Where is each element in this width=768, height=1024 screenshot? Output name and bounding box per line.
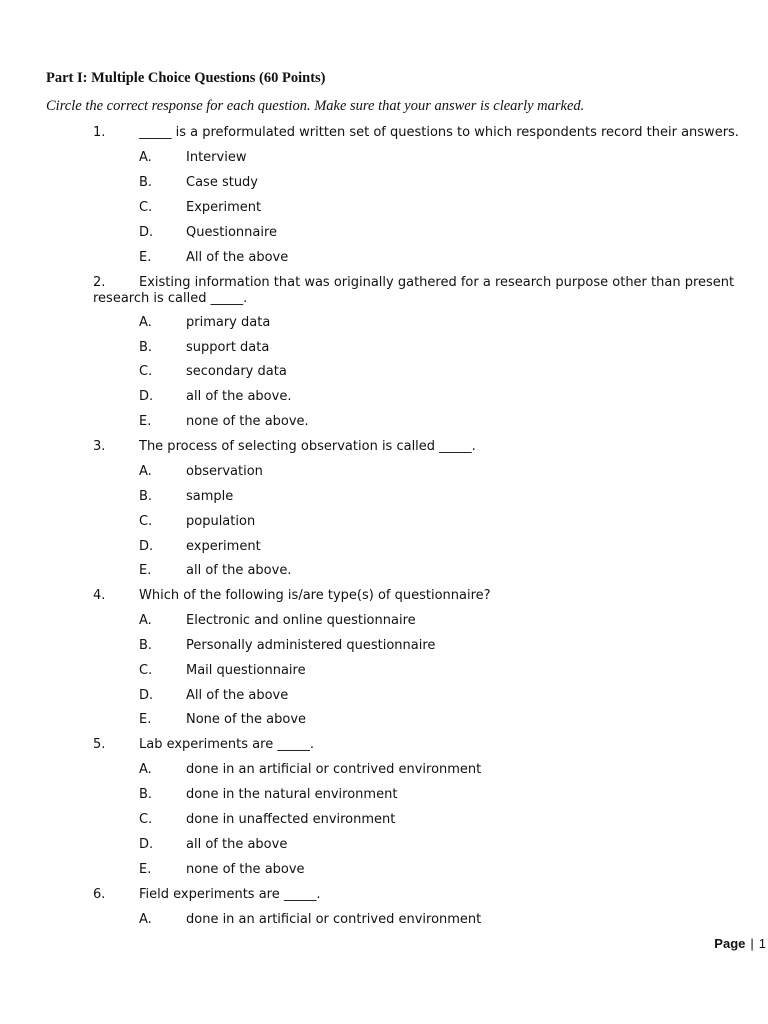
option-3a [139,464,263,480]
option-letter: E. [139,414,152,429]
option-letter: A. [139,315,152,330]
option-5c [139,812,395,828]
option-letter: C. [139,364,153,379]
option-text: Personally administered questionnaire [186,638,436,653]
option-1a [139,150,246,166]
option-6a [139,912,481,928]
option-text: none of the above. [186,414,309,429]
option-text: none of the above [186,862,305,877]
option-letter: D. [139,225,154,240]
question-5 [93,737,743,753]
option-letter: A. [139,464,152,479]
instructions-text: Circle the correct response for each question. Make sure that your answer is clearly marked. [46,98,585,114]
option-letter: B. [139,489,153,504]
option-letter: D. [139,688,154,703]
section-heading: Part I: Multiple Choice Questions (60 Points) [46,70,326,86]
option-letter: D. [139,389,154,404]
option-letter: B. [139,340,153,355]
page-label: Page [714,936,746,951]
option-4a [139,613,416,629]
option-text: All of the above [186,250,289,265]
option-letter: E. [139,250,152,265]
option-1c [139,200,261,216]
option-text: observation [186,464,263,479]
option-3c [139,514,255,530]
option-text: all of the above. [186,563,292,578]
option-text: Experiment [186,200,262,215]
option-5e [139,862,305,878]
option-text: Interview [186,150,247,165]
question-1 [93,125,743,141]
option-text: Mail questionnaire [186,663,306,678]
page-separator: | [750,936,754,951]
question-3 [93,439,743,455]
option-2d [139,389,291,405]
option-1d [139,225,277,241]
option-text: None of the above [186,712,307,727]
option-text: done in the natural environment [186,787,398,802]
question-text: The process of selecting observation is called _____. [139,439,476,454]
option-letter: D. [139,539,154,554]
question-text: Which of the following is/are type(s) of questionnaire? [139,588,491,603]
option-letter: E. [139,563,152,578]
option-text: population [186,514,256,529]
option-text: experiment [186,539,261,554]
option-2c [139,364,287,380]
option-text: primary data [186,315,271,330]
question-6 [93,887,743,903]
question-number: 3. [93,439,106,454]
option-5b [139,787,397,803]
option-3d [139,539,261,555]
option-letter: A. [139,762,152,777]
option-letter: B. [139,787,153,802]
question-number: 1. [93,125,106,140]
option-letter: E. [139,712,152,727]
option-text: Case study [186,175,259,190]
option-4c [139,663,306,679]
option-5d [139,837,287,853]
option-5a [139,762,481,778]
option-3e [139,563,291,579]
question-text: Lab experiments are _____. [139,737,314,752]
option-3b [139,489,233,505]
option-1b [139,175,258,191]
option-2b [139,340,269,356]
question-number: 5. [93,737,106,752]
page-footer [714,936,766,951]
option-letter: C. [139,514,153,529]
option-letter: A. [139,613,152,628]
question-text: _____ is a preformulated written set of questions to which respondents record their answers. [139,125,739,140]
question-number: 4. [93,588,106,603]
question-text: Existing information that was originally gathered for a research purpose other than present research is called _____. [93,275,735,306]
option-letter: B. [139,175,153,190]
option-text: sample [186,489,234,504]
option-text: done in unaffected environment [186,812,396,827]
option-letter: E. [139,862,152,877]
question-2 [93,275,743,307]
question-4 [93,588,743,604]
question-text: Field experiments are _____. [139,887,321,902]
option-text: Electronic and online questionnaire [186,613,416,628]
option-2e [139,414,309,430]
option-letter: A. [139,912,152,927]
option-4e [139,712,306,728]
option-text: done in an artificial or contrived environment [186,762,482,777]
option-letter: C. [139,200,153,215]
option-4d [139,688,288,704]
option-text: all of the above [186,837,288,852]
option-letter: B. [139,638,153,653]
option-letter: D. [139,837,154,852]
option-text: done in an artificial or contrived environment [186,912,482,927]
option-text: support data [186,340,270,355]
option-text: all of the above. [186,389,292,404]
option-text: Questionnaire [186,225,278,240]
option-text: All of the above [186,688,289,703]
option-2a [139,315,270,331]
option-text: secondary data [186,364,287,379]
page-number: 1 [758,936,766,951]
option-letter: C. [139,812,153,827]
option-4b [139,638,435,654]
option-letter: C. [139,663,153,678]
option-1e [139,250,288,266]
question-number: 6. [93,887,106,902]
question-number: 2. [93,275,106,290]
option-letter: A. [139,150,152,165]
